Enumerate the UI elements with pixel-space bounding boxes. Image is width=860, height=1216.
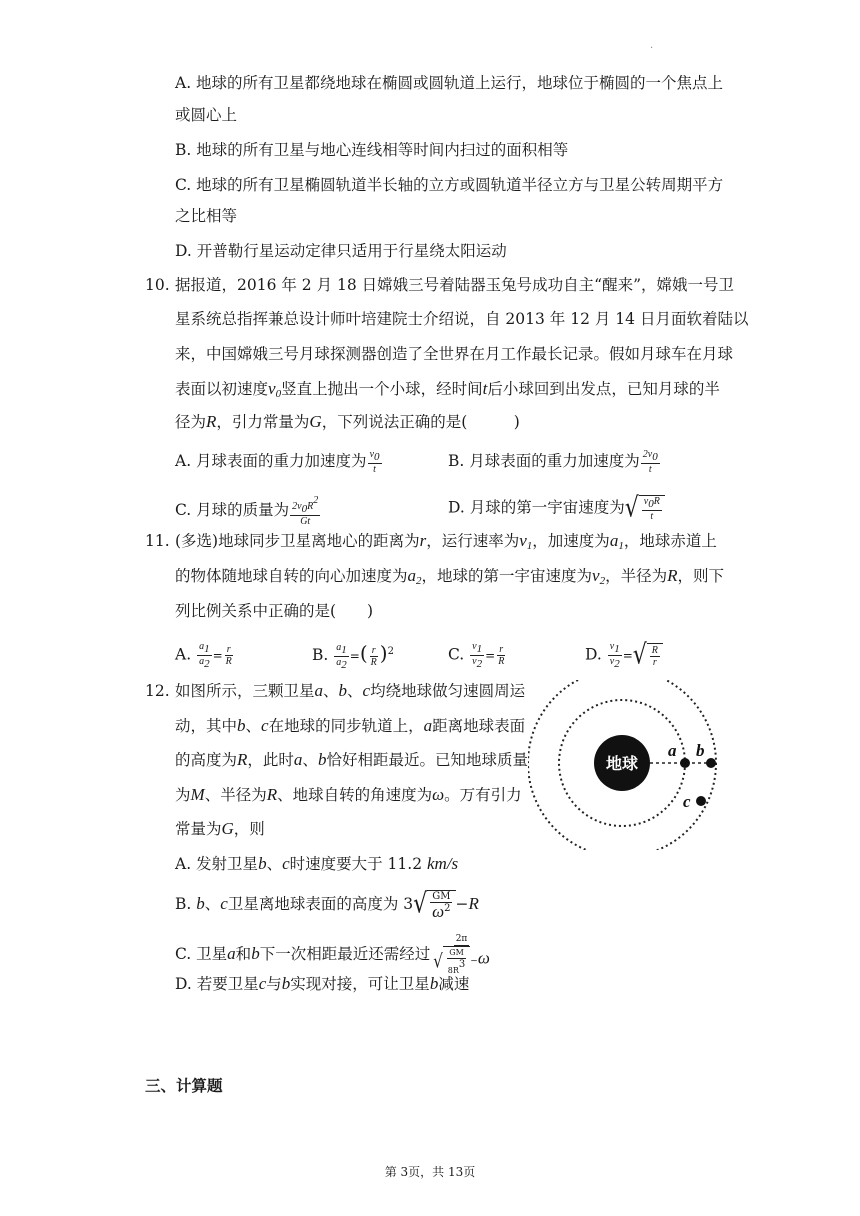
- q11-option-d: D. $\frac{v_1}{v_2}$ = √ $\frac{R}{r}$: [585, 641, 663, 670]
- q12-line3: 的高度为R，此时a、b恰好相距最近。已知地球质量: [175, 750, 528, 769]
- q11-line3: 列比例关系中正确的是( ): [175, 602, 374, 620]
- q10-line3: 来，中国嫦娥三号月球探测器创造了全世界在月工作最长记录。假如月球车在月球: [175, 345, 734, 363]
- q10-line4: [175, 378, 720, 405]
- symbol-v2: $v_2$: [592, 566, 606, 587]
- q10-line5-part1: 径为: [175, 413, 207, 431]
- label-c: c: [683, 792, 691, 811]
- symbol-R: R: [206, 412, 217, 431]
- q11-option-b: B. $\frac{a_1}{a_2}$ =( $\frac{r}{R}$ )$^2$: [312, 641, 394, 671]
- q12-option-d: D. 若要卫星c与b实现对接，可让卫星b减速: [175, 974, 470, 993]
- q9-option-a-line1: A. 地球的所有卫星都绕地球在椭圆或圆轨道上运行，地球位于椭圆的一个焦点上: [175, 74, 724, 92]
- fraction-2v0-over-t: $\frac{2v_0}{t}$: [642, 449, 658, 475]
- q12-line5: 常量为G，则: [175, 819, 265, 838]
- symbol-r: r: [419, 531, 427, 550]
- q9-option-c-line1: C. 地球的所有卫星椭圆轨道半长轴的立方或圆轨道半径立方与卫星公转周期平方: [175, 176, 724, 194]
- q10-line4-part1: 表面以初速度: [175, 380, 269, 398]
- q12-option-c: C. 卫星a和b下一次相距最近还需经过 2π √ $\frac{GM}{8R^3}$ −ω: [175, 934, 490, 975]
- q10-option-b: B. 月球表面的重力加速度为 $\frac{2v_0}{t}$: [448, 449, 658, 475]
- q11-line1: (多选)地球同步卫星离地心的距离为r，运行速率为$v_1$，加速度为$a_1$，地球赤道上: [175, 531, 717, 552]
- q10-line5-part3: ，下列说法正确的是( ): [321, 413, 520, 431]
- q10-line5-part2: ，引力常量为: [216, 413, 310, 431]
- fraction-next-closest-time: 2π √ $\frac{GM}{8R^3}$ −ω: [433, 934, 490, 975]
- sqrt-first-cosmic-velocity: √ $\frac{v_0R}{t}$: [625, 495, 665, 522]
- q10-option-a: A. 月球表面的重力加速度为 $\frac{v_0}{t}$: [175, 449, 380, 475]
- satellite-b: [706, 758, 716, 768]
- symbol-t: t: [482, 379, 488, 398]
- symbol-G: G: [309, 412, 322, 431]
- symbol-v0: $v_0$: [268, 379, 282, 400]
- q12-option-b: B. b、c卫星离地球表面的高度为 3 √ $\frac{GM}{\omega^2}$ −R: [175, 888, 479, 921]
- q11-option-a: A. $\frac{a_1}{a_2}$ = $\frac{r}{R}$: [175, 641, 232, 670]
- q11-line2: 的物体随地球自转的向心加速度为$a_2$，地球的第一宇宙速度为$v_2$，半径为R，则下: [175, 566, 724, 587]
- satellite-a: [680, 758, 690, 768]
- q9-option-b: B. 地球的所有卫星与地心连线相等时间内扫过的面积相等: [175, 141, 569, 159]
- satellite-c: [696, 796, 706, 806]
- q11-option-c: C. $\frac{v_1}{v_2}$ = $\frac{r}{R}$: [448, 641, 505, 670]
- q11-number: 11.: [145, 532, 170, 550]
- q9-option-d: D. 开普勒行星运动定律只适用于行星绕太阳运动: [175, 242, 507, 260]
- unit-km-per-s: km/s: [427, 854, 459, 873]
- q10-line2: 星系统总指挥兼总设计师叶培建院士介绍说，自 2013 年 12 月 14 日月面软着陆以: [175, 310, 749, 328]
- q10-line5: [175, 411, 520, 433]
- earth-label: 地球: [605, 754, 639, 773]
- q10-line1: 据报道，2016 年 2 月 18 日嫦娥三号着陆器玉兔号成功自主“醒来”，嫦娥一号卫: [175, 276, 735, 294]
- q9-option-a-line2: 或圆心上: [175, 106, 238, 124]
- symbol-a2: $a_2$: [407, 566, 422, 587]
- label-a: a: [668, 741, 677, 760]
- q10-line4-part2: 竖直上抛出一个小球，经时间: [281, 380, 483, 398]
- q9-option-c-line2: 之比相等: [175, 207, 238, 225]
- q10-option-d: D. 月球的第一宇宙速度为 √ $\frac{v_0R}{t}$: [448, 495, 665, 522]
- q12-line4: 为M、半径为R、地球自转的角速度为ω。万有引力: [175, 785, 522, 804]
- q12-line1: 如图所示，三颗卫星a、b、c均绕地球做匀速圆周运: [175, 681, 526, 700]
- q12-number: 12.: [145, 682, 170, 700]
- page-footer: 第 3页，共 13页: [384, 1165, 476, 1179]
- q10-line4-part3: 后小球回到出发点，已知月球的半: [487, 380, 720, 398]
- label-b: b: [696, 741, 705, 760]
- satellite-orbit-diagram: [528, 680, 724, 850]
- symbol-v1: $v_1$: [519, 531, 533, 552]
- fraction-moon-mass: $\frac{2v_0R^2}{Gt}$: [292, 495, 319, 527]
- symbol-a1: $a_1$: [609, 531, 624, 552]
- fraction-v0-over-t: $\frac{v_0}{t}$: [369, 449, 380, 475]
- q10-option-c: C. 月球的质量为 $\frac{2v_0R^2}{Gt}$: [175, 495, 319, 527]
- q12-option-a: A. 发射卫星b、c时速度要大于 11.2 km/s: [175, 854, 459, 873]
- q10-number: 10.: [145, 276, 170, 294]
- page-dot-mark: .: [650, 40, 654, 51]
- section-heading-calculation: 三、计算题: [145, 1076, 223, 1095]
- q12-line2: 动，其中b、c在地球的同步轨道上，a距离地球表面: [175, 716, 526, 735]
